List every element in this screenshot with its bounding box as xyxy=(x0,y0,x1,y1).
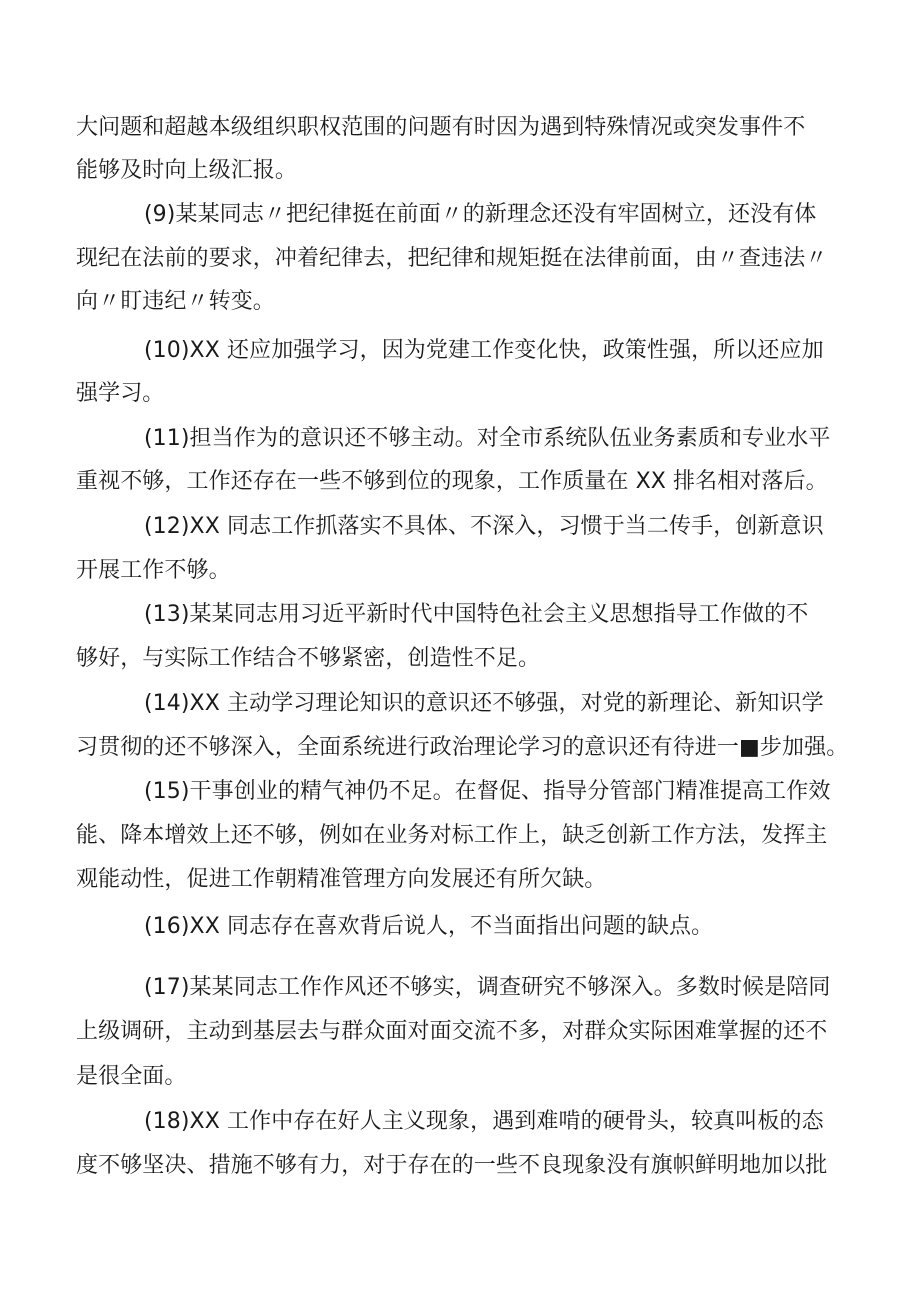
text-line: (10)XX 还应加强学习，因为党建工作变化快，政策性强，所以还应加 xyxy=(144,338,824,363)
text-line: 强学习。 xyxy=(76,381,165,406)
text-line: (9)某某同志〃把纪律挺在前面〃的新理念还没有牢固树立，还没有体 xyxy=(144,202,817,227)
text-line: (14)XX 主动学习理论知识的意识还不够强，对党的新理论、新知识学 xyxy=(144,691,824,716)
text-line: 开展工作不够。 xyxy=(76,558,231,583)
text-line: 习贯彻的还不够深入，全面系统进行政治理论学习的意识还有待进一■步加强。 xyxy=(76,735,849,760)
text-line: (18)XX 工作中存在好人主义现象，遇到难啃的硬骨头，较真叫板的态 xyxy=(144,1109,824,1134)
text-line: (15)干事创业的精气神仍不足。在督促、指导分管部门精准提高工作效 xyxy=(144,779,831,804)
text-line: (12)XX 同志工作抓落实不具体、不深入，习惯于当二传手，创新意识 xyxy=(144,514,824,539)
text-line: 向〃盯违纪〃转变。 xyxy=(76,289,275,314)
text-line: (11)担当作为的意识还不够主动。对全市系统队伍业务素质和专业水平 xyxy=(144,426,831,451)
text-line: 大问题和超越本级组织职权范围的问题有时因为遇到特殊情况或突发事件不 xyxy=(76,115,806,140)
text-line: 是很全面。 xyxy=(76,1064,187,1089)
text-line: 观能动性，促进工作朝精准管理方向发展还有所欠缺。 xyxy=(76,867,607,892)
text-line: 够好，与实际工作结合不够紧密，创造性不足。 xyxy=(76,646,541,671)
text-line: (16)XX 同志存在喜欢背后说人，不当面指出问题的缺点。 xyxy=(144,914,714,939)
text-line: (13)某某同志用习近平新时代中国特色社会主义思想指导工作做的不 xyxy=(144,602,809,627)
text-line: 重视不够，工作还存在一些不够到位的现象，工作质量在 XX 排名相对落后。 xyxy=(76,469,828,494)
text-line: 能、降本增效上还不够，例如在业务对标工作上，缺乏创新工作方法，发挥主 xyxy=(76,823,828,848)
text-line: 能够及时向上级汇报。 xyxy=(76,158,298,183)
text-line: 现纪在法前的要求，冲着纪律去，把纪律和规矩挺在法律前面，由〃查违法〃 xyxy=(76,246,828,271)
text-line: (17)某某同志工作作风还不够实，调查研究不够深入。多数时候是陪同 xyxy=(144,975,831,1000)
text-line: 度不够坚决、措施不够有力，对于存在的一些不良现象没有旗帜鲜明地加以批 xyxy=(76,1153,828,1178)
text-line: 上级调研，主动到基层去与群众面对面交流不多，对群众实际困难掌握的还不 xyxy=(76,1019,828,1044)
